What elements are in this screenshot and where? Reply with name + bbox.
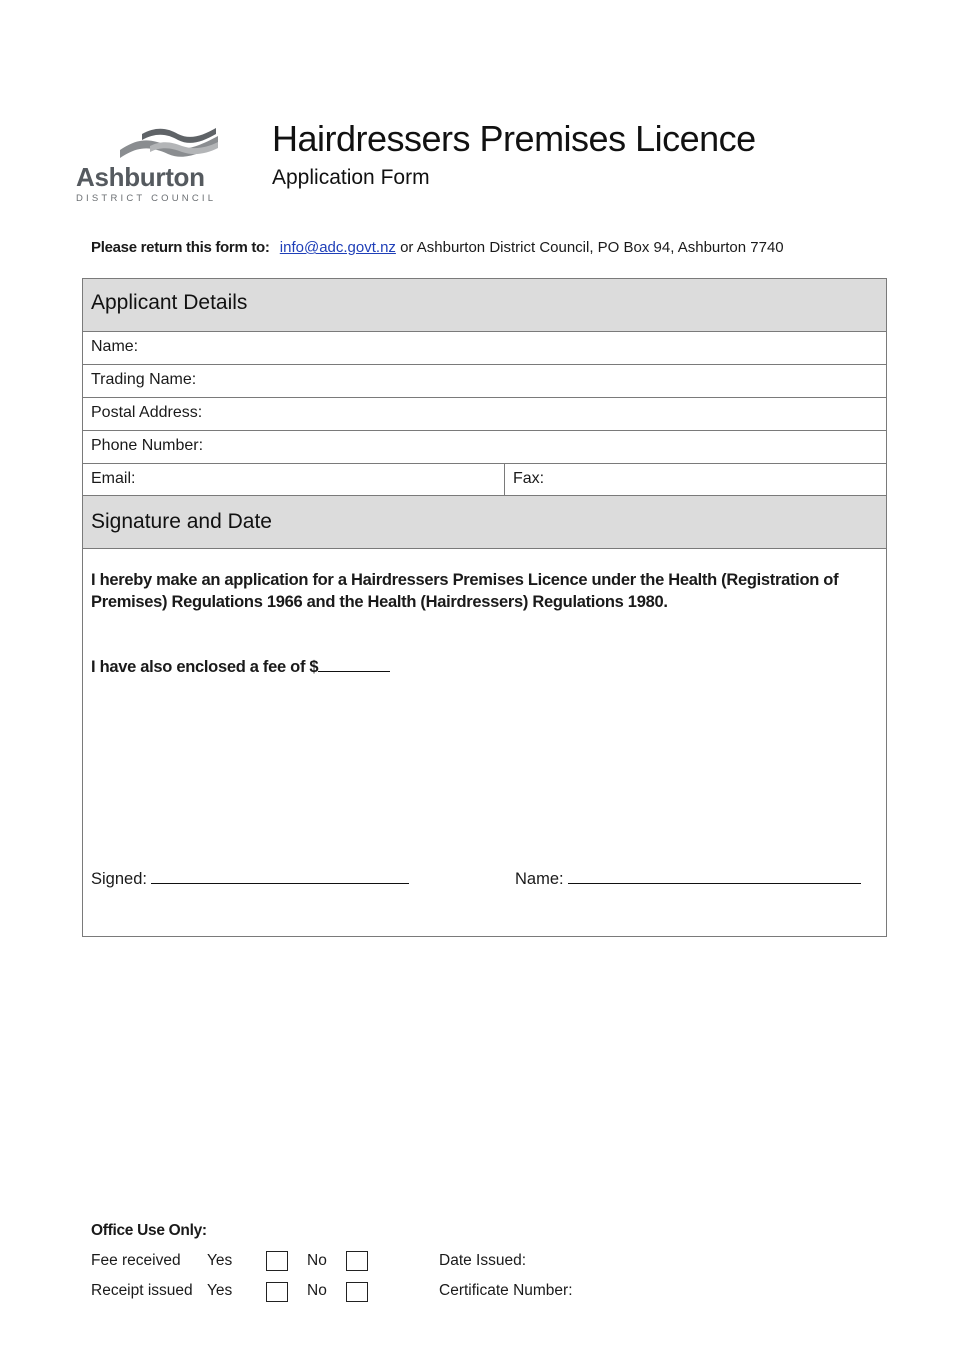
email-label: Email: bbox=[91, 470, 136, 487]
date-issued-label: Date Issued: bbox=[439, 1252, 527, 1269]
fee-received-no-checkbox[interactable] bbox=[346, 1251, 368, 1271]
office-use-title: Office Use Only: bbox=[91, 1222, 207, 1239]
signer-name-label: Name: bbox=[515, 870, 564, 888]
trading-name-field[interactable] bbox=[83, 364, 886, 397]
signature-date-heading: Signature and Date bbox=[83, 495, 886, 549]
signer-name-line[interactable] bbox=[568, 869, 861, 884]
signed-block bbox=[91, 869, 409, 889]
email-field[interactable] bbox=[83, 463, 886, 496]
fax-label: Fax: bbox=[513, 470, 545, 487]
name-label: Name: bbox=[91, 338, 139, 355]
receipt-issued-yes-label: Yes bbox=[207, 1282, 233, 1299]
logo-subtitle: DISTRICT COUNCIL bbox=[76, 193, 217, 204]
fee-statement bbox=[91, 657, 390, 677]
return-address: or Ashburton District Council, PO Box 94, Ashburton 7740 bbox=[400, 239, 784, 256]
fee-amount-blank[interactable] bbox=[318, 657, 390, 672]
page-subtitle: Application Form bbox=[272, 166, 430, 189]
application-form bbox=[82, 278, 887, 937]
phone-number-label: Phone Number: bbox=[91, 437, 204, 454]
council-logo bbox=[74, 122, 224, 212]
fee-text: I have also enclosed a fee of $ bbox=[91, 658, 319, 676]
fee-received-label: Fee received bbox=[91, 1252, 181, 1269]
signed-label: Signed: bbox=[91, 870, 147, 888]
fee-received-no-label: No bbox=[307, 1252, 327, 1269]
applicant-details-heading: Applicant Details bbox=[83, 279, 886, 331]
certificate-number-label: Certificate Number: bbox=[439, 1282, 573, 1299]
wave-logo-icon bbox=[120, 124, 218, 164]
page-title: Hairdressers Premises Licence bbox=[272, 118, 756, 159]
receipt-issued-label: Receipt issued bbox=[91, 1282, 193, 1299]
postal-address-label: Postal Address: bbox=[91, 404, 203, 421]
receipt-issued-no-checkbox[interactable] bbox=[346, 1282, 368, 1302]
declaration-text: I hereby make an application for a Hairdressers Premises Licence under the Health (Registration of Premises) Regulations 1966 and the Health (Hairdressers) Regulations 1980. bbox=[91, 571, 839, 611]
signature-line[interactable] bbox=[151, 869, 409, 884]
receipt-issued-no-label: No bbox=[307, 1282, 327, 1299]
receipt-issued-yes-checkbox[interactable] bbox=[266, 1282, 288, 1302]
name-field[interactable] bbox=[83, 331, 886, 364]
return-label: Please return this form to: bbox=[91, 239, 270, 256]
fax-field[interactable] bbox=[504, 464, 544, 496]
signer-name-block bbox=[515, 869, 861, 889]
return-instructions bbox=[91, 239, 784, 256]
phone-number-field[interactable] bbox=[83, 430, 886, 463]
trading-name-label: Trading Name: bbox=[91, 371, 197, 388]
fee-received-yes-label: Yes bbox=[207, 1252, 233, 1269]
postal-address-field[interactable] bbox=[83, 397, 886, 430]
fee-received-yes-checkbox[interactable] bbox=[266, 1251, 288, 1271]
logo-name: Ashburton bbox=[76, 162, 205, 192]
email-link[interactable]: info@adc.govt.nz bbox=[279, 239, 396, 256]
